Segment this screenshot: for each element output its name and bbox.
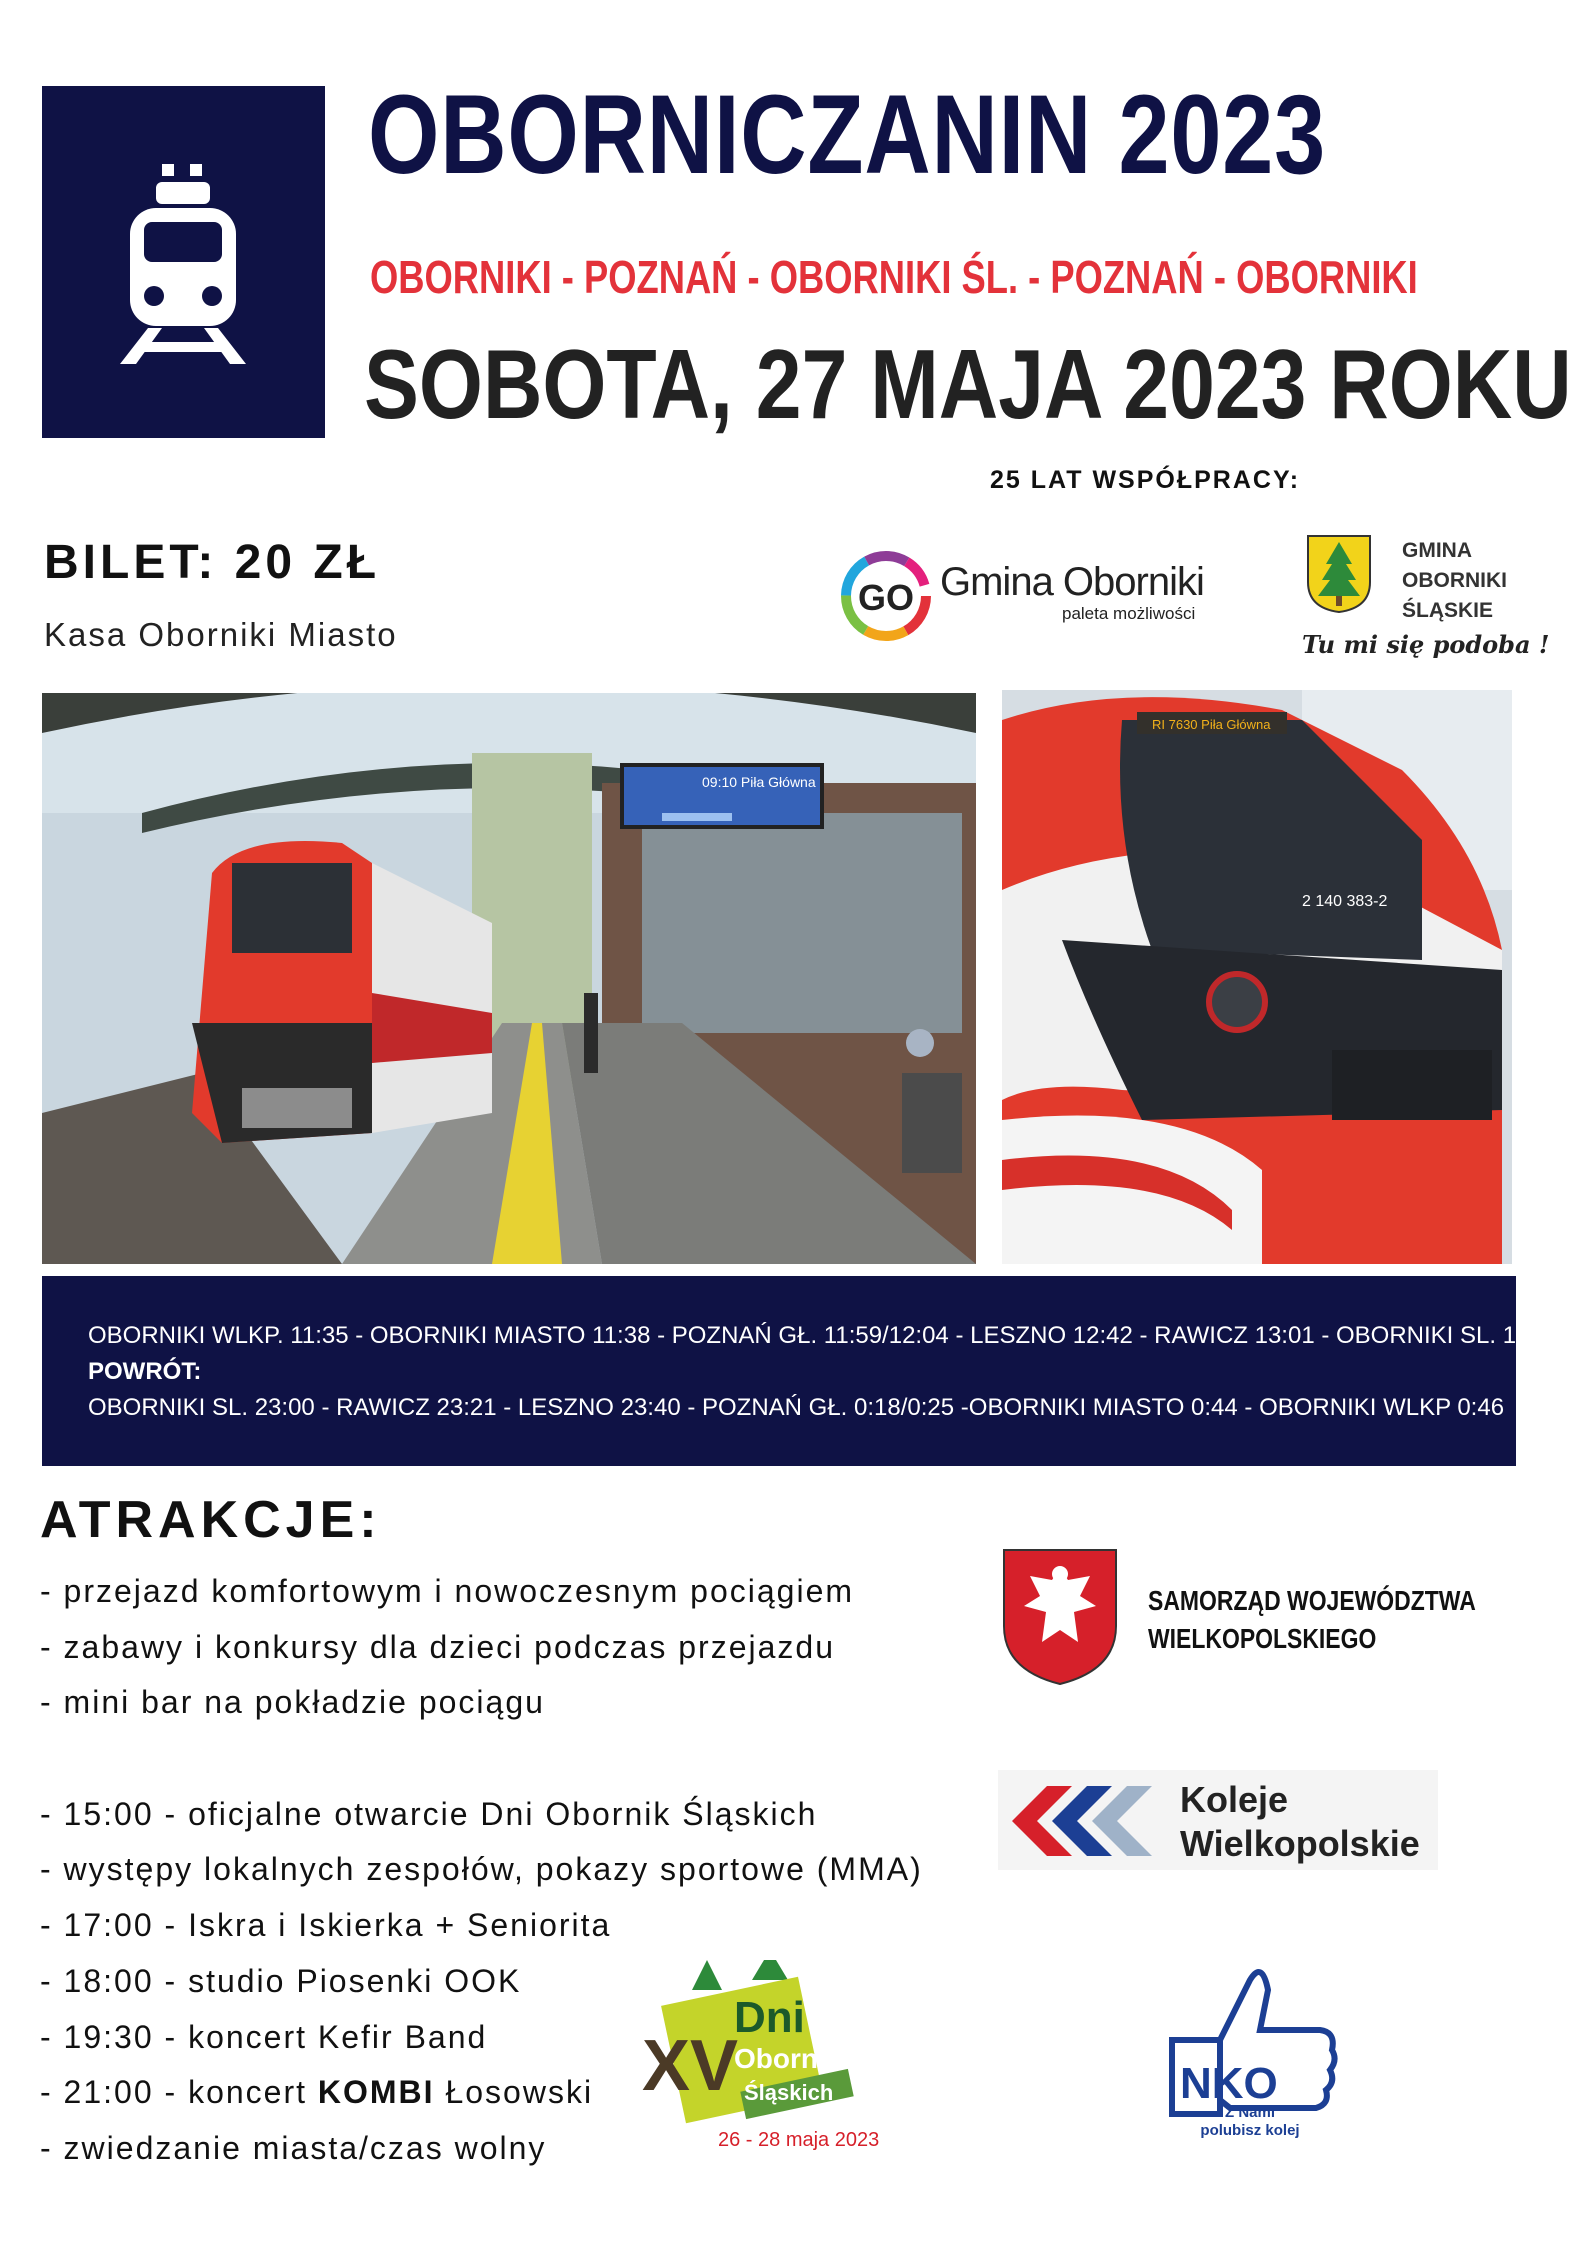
train-closeup-photo: [1002, 690, 1512, 1264]
svg-text:Obornik: Obornik: [734, 2043, 842, 2074]
svg-text:2 140 383-2: 2 140 383-2: [1302, 893, 1388, 910]
svg-text:09:10 Piła Główna: 09:10 Piła Główna: [702, 774, 816, 790]
list-item: - 18:00 - studio Piosenki OOK: [40, 1962, 522, 1999]
gmina-oborniki-slaskie-name: GMINA OBORNIKI ŚLĄSKIE: [1402, 539, 1507, 622]
svg-text:Śląskich: Śląskich: [744, 2080, 834, 2105]
schedule-return-label: POWRÓT:: [88, 1358, 202, 1385]
svg-text:NKO: NKO: [1180, 2059, 1278, 2108]
koleje-wielkopolskie-name: Koleje Wielkopolskie: [1180, 1779, 1420, 1864]
list-item: - 21:00 - koncert KOMBI Łosowski: [40, 2074, 594, 2111]
list-item: - 17:00 - Iskra i Iskierka + Seniorita: [40, 1907, 612, 1944]
schedule-panel: [42, 1276, 1563, 1466]
nko-slogan: Z Nami polubisz kolej: [1200, 2104, 1300, 2139]
gmina-slogan: Tu mi się podoba !: [1302, 630, 1550, 659]
list-item: - zwiedzanie miasta/czas wolny: [40, 2129, 547, 2166]
gmina-oborniki-slaskie-crest: [1306, 534, 1372, 614]
koleje-mark-icon: [1012, 1786, 1162, 1856]
list-item: - mini bar na pokładzie pociągu: [40, 1684, 545, 1721]
svg-text:26 - 28 maja 2023: 26 - 28 maja 2023: [718, 2129, 880, 2151]
gmina-oborniki-name: Gmina Oborniki: [940, 560, 1204, 604]
train-icon: [118, 164, 248, 364]
svg-text:XV: XV: [642, 2026, 739, 2106]
svg-text:Dni: Dni: [734, 1993, 805, 2042]
list-item: - 15:00 - oficjalne otwarcie Dni Obornik Śląskich: [40, 1795, 818, 1832]
list-item: - przejazd komfortowym i nowoczesnym pociągiem: [40, 1573, 855, 1609]
ticket-office: Kasa Oborniki Miasto: [44, 616, 398, 653]
ticket-price: BILET: 20 ZŁ: [44, 536, 381, 589]
svg-text:RI 7630 Piła Główna: RI 7630 Piła Główna: [1152, 717, 1271, 732]
wielkopolska-eagle-crest: [1000, 1546, 1120, 1686]
list-item: - zabawy i konkursy dla dzieci podczas przejazdu: [40, 1628, 835, 1665]
attractions-heading: ATRAKCJE:: [40, 1491, 382, 1549]
schedule-return: OBORNIKI SL. 23:00 - RAWICZ 23:21 - LESZNO 23:40 - POZNAŃ GŁ. 0:18/0:25 -OBORNIKI MIASTO 0:44 - OBORNIKI WLKP 0:46: [88, 1394, 1505, 1421]
event-date: SOBOTA, 27 MAJA 2023 ROKU: [364, 329, 1572, 439]
list-spacer: [40, 1731, 923, 1787]
list-item: - 19:30 - koncert Kefir Band: [40, 2018, 488, 2055]
page-title: OBORNICZANIN 2023: [368, 72, 1327, 197]
schedule-outbound: OBORNIKI WLKP. 11:35 - OBORNIKI MIASTO 11:38 - POZNAŃ GŁ. 11:59/12:04 - LESZNO 12:42 - RAWICZ 13:01 - OBORNIKI SL. 13:21: [88, 1322, 1563, 1349]
dni-obornik-logo: [632, 1960, 882, 2160]
gmina-oborniki-tagline: paleta możliwości: [1062, 604, 1196, 623]
svg-text:GO: GO: [857, 577, 915, 618]
samorzad-name: SAMORZĄD WOJEWÓDZTWA WIELKOPOLSKIEGO: [1148, 1585, 1476, 1654]
cooperation-label: 25 LAT WSPÓŁPRACY:: [990, 466, 1301, 494]
train-platform-photo: [42, 693, 976, 1264]
train-icon-box: [42, 86, 325, 438]
list-item: - występy lokalnych zespołów, pokazy sportowe (MMA): [40, 1851, 923, 1888]
route-subtitle: OBORNIKI - POZNAŃ - OBORNIKI ŚL. - POZNAŃ - OBORNIKI: [370, 251, 1418, 303]
